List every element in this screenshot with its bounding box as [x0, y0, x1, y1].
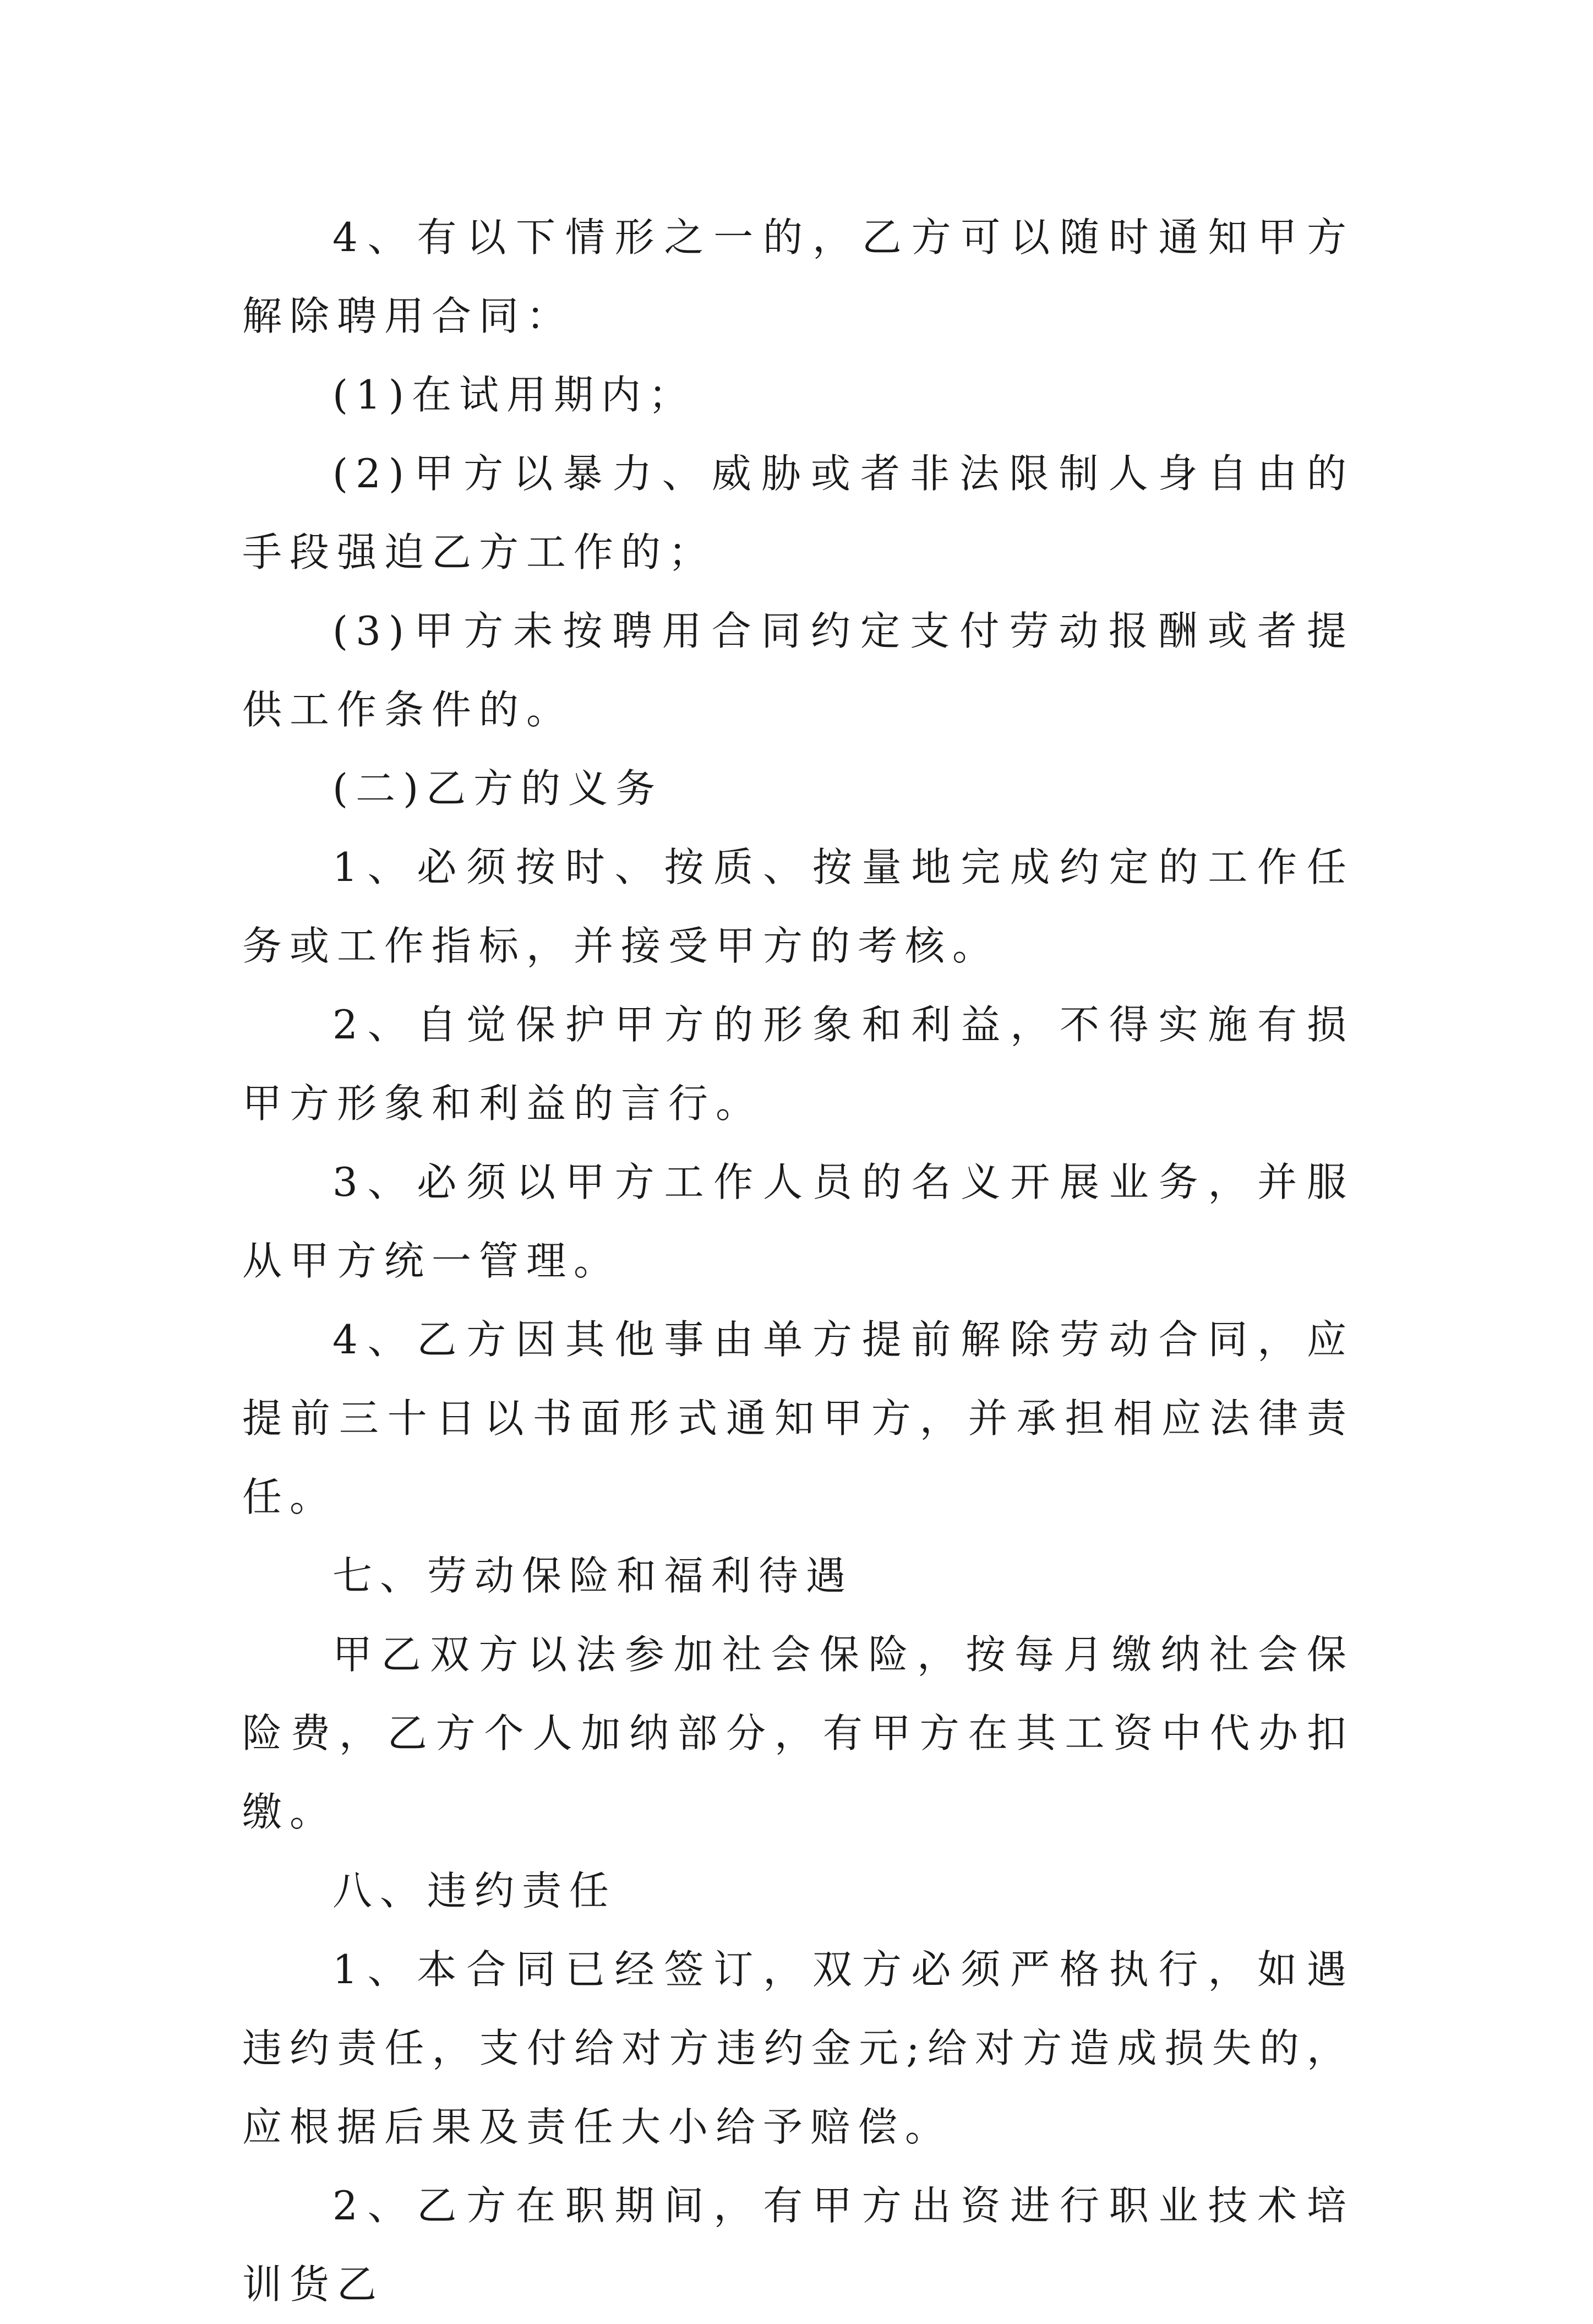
document-body	[242, 198, 1354, 2324]
paragraph: 1、本合同已经签订，双方必须严格执行，如遇违约责任，支付给对方违约金元;给对方造成损失的，应根据后果及责任大小给予赔偿。	[242, 1946, 1354, 2150]
paragraph: 2、乙方在职期间，有甲方出资进行职业技术培训货乙	[242, 2183, 1354, 2307]
section-heading: 七、劳动保险和福利待遇	[332, 1553, 854, 1599]
paragraph: 4、有以下情形之一的，乙方可以随时通知甲方解除聘用合同：	[242, 214, 1354, 339]
paragraph: 3、必须以甲方工作人员的名义开展业务，并服从甲方统一管理。	[242, 1159, 1354, 1284]
paragraph: 4、乙方因其他事由单方提前解除劳动合同，应提前三十日以书面形式通知甲方，并承担相应法律责任。	[242, 1316, 1354, 1520]
paragraph: (1)在试用期内；	[332, 372, 696, 418]
paragraph: (2)甲方以暴力、威胁或者非法限制人身自由的手段强迫乙方工作的；	[242, 450, 1354, 575]
paragraph: (二)乙方的义务	[332, 765, 663, 812]
paragraph: (3)甲方未按聘用合同约定支付劳动报酬或者提供工作条件的。	[242, 608, 1354, 733]
paragraph: 1、必须按时、按质、按量地完成约定的工作任务或工作指标，并接受甲方的考核。	[242, 844, 1354, 969]
paragraph: 2、自觉保护甲方的形象和利益，不得实施有损甲方形象和利益的言行。	[242, 1002, 1354, 1126]
paragraph: 甲乙双方以法参加社会保险，按每月缴纳社会保险费，乙方个人加纳部分，有甲方在其工资中代办扣缴。	[242, 1631, 1354, 1835]
section-heading: 八、违约责任	[332, 1868, 617, 1914]
